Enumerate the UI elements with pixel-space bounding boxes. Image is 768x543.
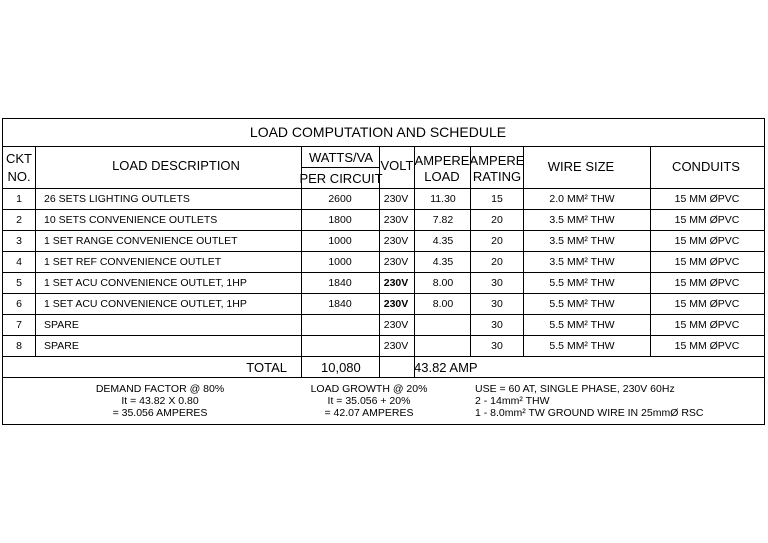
row-8-wire-size: 5.5 MM² THW [549,340,615,352]
row-7-conduit: 15 MM ØPVC [674,319,740,331]
table-title: LOAD COMPUTATION AND SCHEDULE [249,124,507,140]
row-1-ampere-load: 11.30 [430,193,456,205]
row-5-ampere-rating: 30 [491,277,503,289]
row-8-conduit: 15 MM ØPVC [674,340,740,352]
total-label: TOTAL [246,360,287,375]
row-4-ampere-rating: 20 [491,256,503,268]
load-schedule-table [2,118,765,425]
row-1-no: 1 [16,193,22,205]
row-2-watts: 1800 [328,214,352,226]
row-1-conduit: 15 MM ØPVC [674,193,740,205]
col-rule-amp [470,146,471,356]
row-5-no: 5 [16,277,22,289]
header-ampere-load-line2: LOAD [424,169,460,184]
row-8-volt: 230V [383,340,409,352]
row-6-no: 6 [16,298,22,310]
row-2-conduit: 15 MM ØPVC [674,214,740,226]
row-4-volt: 230V [383,256,409,268]
row-3-no: 3 [16,235,22,247]
row-7-wire-size: 5.5 MM² THW [549,319,615,331]
col-rule-ckt [35,146,36,356]
rule-watts-split [301,167,379,168]
row-3-ampere-rating: 20 [491,235,503,247]
load-growth-line1: LOAD GROWTH @ 20% [310,383,428,395]
header-wire-size: WIRE SIZE [547,159,615,174]
service-line2: 2 - 14mm² THW [475,395,550,407]
row-5-description: 1 SET ACU CONVENIENCE OUTLET, 1HP [44,277,247,289]
row-7-no: 7 [16,319,22,331]
row-6-watts: 1840 [328,298,352,310]
rule-row-8 [3,356,764,357]
row-6-conduit: 15 MM ØPVC [674,298,740,310]
row-6-ampere-load: 8.00 [432,298,454,310]
row-3-volt: 230V [383,235,409,247]
row-4-description: 1 SET REF CONVENIENCE OUTLET [44,256,222,268]
load-growth-line2: It = 35.056 + 20% [327,395,411,407]
row-1-volt: 230V [383,193,409,205]
row-6-volt: 230V [383,298,409,310]
row-6-wire-size: 5.5 MM² THW [549,298,615,310]
row-2-no: 2 [16,214,22,226]
row-3-watts: 1000 [328,235,352,247]
row-4-wire-size: 3.5 MM² THW [549,256,615,268]
row-5-ampere-load: 8.00 [432,277,454,289]
col-rule-volt [414,146,415,377]
row-1-wire-size: 2.0 MM² THW [549,193,615,205]
row-6-ampere-rating: 30 [491,298,503,310]
header-ampere-rating-line1: AMPERE [469,153,525,168]
row-2-ampere-load: 7.82 [432,214,454,226]
col-rule-wire [650,146,651,356]
row-7-description: SPARE [44,319,79,331]
row-8-no: 8 [16,340,22,352]
row-2-wire-size: 3.5 MM² THW [549,214,615,226]
header-no: NO. [7,169,31,184]
row-7-volt: 230V [383,319,409,331]
col-rule-rating [523,146,524,356]
row-3-wire-size: 3.5 MM² THW [549,235,615,247]
load-growth-line3: = 42.07 AMPERES [324,407,414,419]
row-8-description: SPARE [44,340,79,352]
header-per-circuit: PER CIRCUIT [299,171,383,186]
row-4-conduit: 15 MM ØPVC [674,256,740,268]
demand-factor-line3: = 35.056 AMPERES [112,407,208,419]
header-ampere-rating-line2: RATING [472,169,522,184]
row-8-ampere-rating: 30 [491,340,503,352]
header-ckt: CKT [6,151,32,166]
demand-factor-line2: It = 43.82 X 0.80 [121,395,199,407]
row-1-watts: 2600 [328,193,352,205]
row-2-volt: 230V [383,214,409,226]
total-watts: 10,080 [321,360,361,375]
header-ampere-load-line1: AMPERE [414,153,470,168]
header-watts-va: WATTS/VA [308,150,374,165]
total-ampere: 43.82 AMP [414,360,478,375]
row-5-volt: 230V [383,277,409,289]
row-2-ampere-rating: 20 [491,214,503,226]
header-conduits: CONDUITS [672,159,740,174]
row-1-ampere-rating: 15 [491,193,503,205]
row-1-description: 26 SETS LIGHTING OUTLETS [44,193,190,205]
row-5-watts: 1840 [328,277,352,289]
row-5-conduit: 15 MM ØPVC [674,277,740,289]
row-7-ampere-rating: 30 [491,319,503,331]
row-5-wire-size: 5.5 MM² THW [549,277,615,289]
header-volt: VOLT [380,158,414,173]
row-2-description: 10 SETS CONVENIENCE OUTLETS [44,214,218,226]
row-4-watts: 1000 [328,256,352,268]
row-3-ampere-load: 4.35 [432,235,454,247]
row-4-ampere-load: 4.35 [432,256,454,268]
service-line1: USE = 60 AT, SINGLE PHASE, 230V 60Hz [475,383,675,395]
row-6-description: 1 SET ACU CONVENIENCE OUTLET, 1HP [44,298,247,310]
demand-factor-line1: DEMAND FACTOR @ 80% [95,383,225,395]
header-load-description: LOAD DESCRIPTION [112,158,240,173]
row-3-description: 1 SET RANGE CONVENIENCE OUTLET [44,235,238,247]
row-3-conduit: 15 MM ØPVC [674,235,740,247]
service-line3: 1 - 8.0mm² TW GROUND WIRE IN 25mmØ RSC [475,407,704,419]
row-4-no: 4 [16,256,22,268]
rule-total [3,377,764,378]
